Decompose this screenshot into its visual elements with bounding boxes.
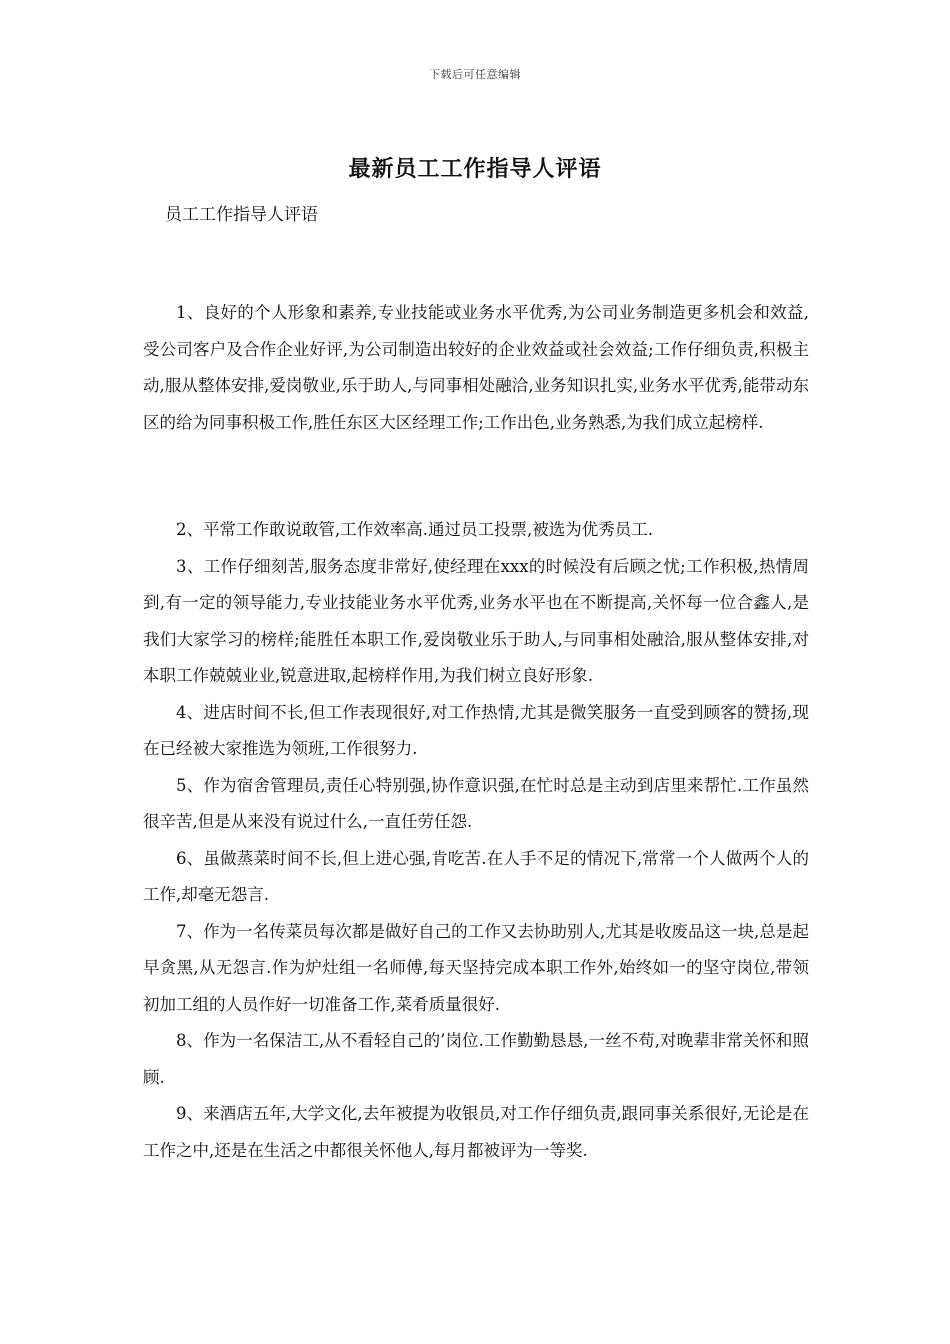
document-subtitle: 员工工作指导人评语	[165, 205, 318, 225]
document-title: 最新员工工作指导人评语	[348, 156, 602, 182]
document-body-first	[143, 295, 809, 441]
paragraph-2: 2、平常工作敢说敢管,工作效率高.通过员工投票,被选为优秀员工.	[176, 520, 653, 539]
paragraph-9: 9、来酒店五年,大学文化,去年被提为收银员,对工作仔细负责,跟同事关系很好,无论是在工作之中,还是在生活之中都很关怀他人,每月都被评为一等奖.	[143, 1104, 809, 1160]
paragraph-4: 4、进店时间不长,但工作表现很好,对工作热情,尤其是微笑服务一直受到顾客的赞扬,现在已经被大家推选为领班,工作很努力.	[143, 702, 809, 758]
paragraph-5: 5、作为宿舍管理员,责任心特别强,协作意识强,在忙时总是主动到店里来帮忙.工作虽然很辛苦,但是从来没有说过什么,一直任劳任怨.	[143, 775, 809, 831]
document-body	[143, 512, 809, 1169]
paragraph-1: 1、良好的个人形象和素养,专业技能或业务水平优秀,为公司业务制造更多机会和效益,受公司客户及合作企业好评,为公司制造出较好的企业效益或社会效益;工作仔细负责,积极主动,服从整体安排,爱岗敬业,乐于助人,与同事相处融洽,业务知识扎实,业务水平优秀,能带动东区的给为同事积极工作,胜任东区大区经理工作;工作出色,业务熟悉,为我们成立起榜样.	[143, 303, 809, 432]
header-note: 下载后可任意编辑	[429, 68, 521, 81]
paragraph-3: 3、工作仔细刻苦,服务态度非常好,使经理在xxx的时候没有后顾之忧;工作积极,热情周到,有一定的领导能力,专业技能业务水平优秀,业务水平也在不断提高,关怀每一位合鑫人,是我们大家学习的榜样;能胜任本职工作,爱岗敬业乐于助人,与同事相处融洽,服从整体安排,对本职工作兢兢业业,锐意进取,起榜样作用,为我们树立良好形象.	[143, 556, 809, 685]
paragraph-6: 6、虽做蒸菜时间不长,但上进心强,肯吃苦.在人手不足的情况下,常常一个人做两个人的工作,却毫无怨言.	[143, 848, 809, 904]
paragraph-7: 7、作为一名传菜员每次都是做好自己的工作又去协助别人,尤其是收废品这一块,总是起早贪黑,从无怨言.作为炉灶组一名师傅,每天坚持完成本职工作外,始终如一的坚守岗位,带领初加工组的人员作好一切准备工作,菜肴质量很好.	[143, 921, 809, 1014]
paragraph-8: 8、作为一名保洁工,从不看轻自己的’岗位.工作勤勤恳恳,一丝不苟,对晚辈非常关怀和照顾.	[143, 1031, 809, 1087]
